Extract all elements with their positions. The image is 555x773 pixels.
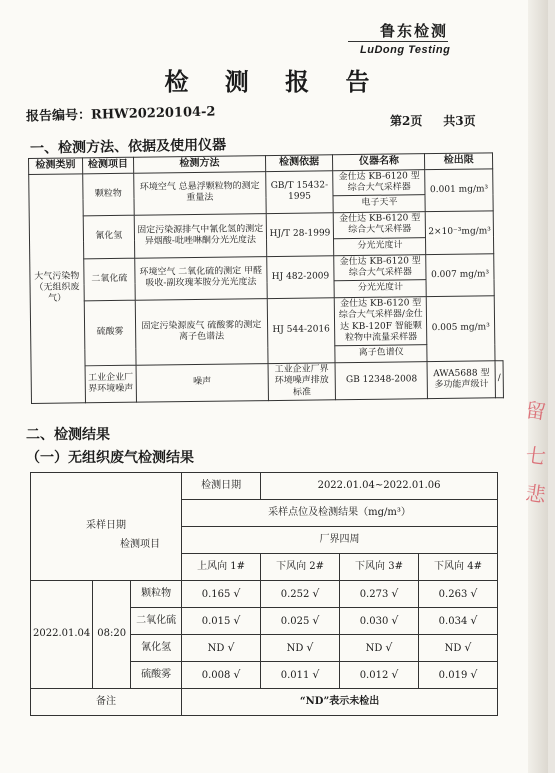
table-row (29, 168, 501, 199)
method-cell: 固定污染源排气中氰化氢的测定 异烟酸-吡唑啉酮分光光度法 (134, 214, 266, 258)
page-edge-shadow (528, 0, 548, 773)
sample-time-cell: 08:20 (93, 581, 131, 689)
check-mark-icon: √ (385, 640, 393, 654)
value-text: 0.015 (201, 615, 231, 627)
limit-cell: 2×10⁻³mg/m³ (426, 211, 494, 254)
site-header: 厂界四周 (182, 527, 498, 554)
check-mark-icon: √ (312, 586, 320, 600)
instrument-cell: 金仕达 KB-6120 型综合大气采样器 (334, 212, 426, 239)
value-text: 0.012 (359, 669, 389, 681)
sample-date-cell: 2022.01.04 (31, 581, 93, 689)
basis-cell: HJ 482-2009 (266, 255, 334, 298)
limit-cell: 0.007 mg/m³ (426, 253, 494, 296)
table-row (31, 689, 498, 716)
value-cell (261, 662, 340, 689)
check-mark-icon: √ (391, 586, 399, 600)
value-text: 0.008 (201, 669, 231, 681)
item-cell: 颗粒物 (131, 581, 182, 608)
report-title: 检 测 报 告 (164, 67, 384, 96)
check-mark-icon: √ (470, 586, 478, 600)
company-name-en: LuDong Testing (360, 44, 451, 56)
item-cell: 噪声 (136, 364, 268, 402)
value-cell (261, 608, 340, 635)
column-header: 检测方法 (134, 156, 266, 173)
method-cell: 固定污染源废气 硫酸雾的测定 离子色谱法 (135, 299, 267, 366)
check-mark-icon: √ (464, 640, 472, 654)
seal-stamp-fragment: 留 (524, 397, 548, 425)
check-mark-icon: √ (306, 640, 314, 654)
point-header: 上风向 1# (182, 554, 261, 581)
value-cell (419, 608, 498, 635)
column-header: 检测依据 (265, 155, 333, 171)
remark-text: “ND”表示未检出 (182, 689, 498, 716)
point-header: 下风向 4# (419, 554, 498, 581)
check-mark-icon: √ (312, 667, 320, 681)
value-text: 0.019 (438, 669, 468, 681)
check-mark-icon: √ (470, 613, 478, 627)
item-cell: 硫酸雾 (131, 662, 182, 689)
column-header: 检测项目 (82, 157, 134, 173)
item-cell: 颗粒物 (82, 173, 134, 216)
seal-stamp-fragment: 悲 (524, 480, 548, 508)
test-date-value: 2022.01.04~2022.01.06 (261, 473, 498, 500)
column-header: 检出限 (425, 153, 493, 169)
value-text: ND (365, 642, 383, 654)
instrument-cell: 金仕达 KB-6120 型综合大气采样器 (333, 169, 425, 196)
value-cell (419, 635, 498, 662)
value-cell (261, 635, 340, 662)
logo-divider (348, 41, 448, 42)
value-cell (182, 608, 261, 635)
section2-subtitle: （一）无组织废气检测结果 (26, 450, 194, 466)
results-table (30, 472, 498, 716)
limit-cell: 0.005 mg/m³ (427, 296, 495, 362)
table-row (31, 361, 503, 404)
check-mark-icon: √ (391, 667, 399, 681)
points-header: 采样点位及检测结果（mg/m³） (182, 500, 498, 527)
methods-table (28, 152, 504, 404)
check-mark-icon: √ (233, 613, 241, 627)
limit-cell: / (495, 361, 503, 398)
limit-cell: 0.001 mg/m³ (425, 168, 493, 211)
basis-cell: GB 12348-2008 (335, 362, 427, 400)
company-name-cn: 鲁东检测 (380, 22, 449, 40)
item-cell: 氰化氢 (131, 635, 182, 662)
category-cell: 工业企业厂界环境噪声 (85, 365, 137, 402)
instrument-cell: 金仕达 KB-6120 型综合大气采样器/金仕达 KB-120F 智能颗粒物中流量采样器 (335, 297, 428, 346)
instrument-cell: 金仕达 KB-6120 型综合大气采样器 (334, 254, 426, 281)
check-mark-icon: √ (233, 667, 241, 681)
page-number (390, 112, 476, 129)
value-text: 0.034 (438, 615, 468, 627)
value-cell (182, 581, 261, 608)
test-date-label: 检测日期 (182, 473, 261, 500)
value-text: ND (207, 642, 225, 654)
instrument-cell: 分光光度计 (334, 280, 426, 298)
value-cell (419, 662, 498, 689)
value-cell (340, 608, 419, 635)
item-cell: 二氧化硫 (83, 258, 135, 301)
value-text: 0.273 (359, 588, 389, 600)
total-pages: 共3页 (443, 114, 476, 128)
sample-date-header: 采样日期 (31, 473, 182, 581)
item-header-label: 检测项目 (120, 539, 160, 550)
item-cell: 硫酸雾 (84, 300, 136, 366)
value-cell (419, 581, 498, 608)
basis-cell: GB/T 15432-1995 (265, 170, 333, 213)
value-cell (182, 662, 261, 689)
value-text: ND (286, 642, 304, 654)
instrument-cell: 电子天平 (333, 195, 425, 213)
table-row (31, 581, 498, 608)
method-cell: 工业企业厂界环境噪声排放标准 (268, 363, 336, 401)
method-cell: 环境空气 总悬浮颗粒物的测定 重量法 (134, 171, 266, 215)
instrument-cell: AWA5688 型多功能声级计 (427, 361, 495, 399)
section1-title: 一、检测方法、依据及使用仪器 (29, 137, 227, 157)
check-mark-icon: √ (391, 613, 399, 627)
value-text: 0.252 (280, 588, 310, 600)
value-cell (340, 581, 419, 608)
table-row (29, 211, 501, 242)
check-mark-icon: √ (233, 586, 241, 600)
basis-cell: HJ 544-2016 (267, 298, 336, 364)
check-mark-icon: √ (470, 667, 478, 681)
basis-cell: HJ/T 28-1999 (266, 213, 334, 256)
current-page: 第2页 (390, 114, 423, 128)
section2-title: 二、检测结果 (26, 427, 110, 443)
value-cell (340, 662, 419, 689)
method-cell: 环境空气 二氧化硫的测定 甲醛吸收-副玫瑰苯胺分光光度法 (135, 256, 267, 300)
value-text: 0.165 (201, 588, 231, 600)
column-header: 检测类别 (29, 158, 83, 174)
column-header: 仪器名称 (333, 154, 425, 171)
report-number: 报告编号：RHW20220104-2 (25, 104, 216, 125)
point-header: 下风向 2# (261, 554, 340, 581)
category-cell: 大气污染物（无组织废气） (29, 173, 86, 403)
value-cell (261, 581, 340, 608)
check-mark-icon: √ (312, 613, 320, 627)
instrument-cell: 离子色谱仪 (335, 345, 427, 363)
value-text: 0.263 (438, 588, 468, 600)
check-mark-icon: √ (227, 640, 235, 654)
table-row (30, 253, 502, 284)
seal-stamp-fragment: 七 (524, 442, 548, 470)
value-text: 0.030 (359, 615, 389, 627)
remark-label: 备注 (31, 689, 182, 716)
value-text: 0.011 (280, 669, 310, 681)
table-row (31, 473, 498, 500)
instrument-cell: 分光光度计 (334, 237, 426, 255)
item-cell: 氰化氢 (83, 215, 135, 258)
value-text: ND (444, 642, 462, 654)
item-cell: 二氧化硫 (131, 608, 182, 635)
value-cell (182, 635, 261, 662)
value-cell (340, 635, 419, 662)
table-row (30, 296, 503, 350)
value-text: 0.025 (280, 615, 310, 627)
point-header: 下风向 3# (340, 554, 419, 581)
